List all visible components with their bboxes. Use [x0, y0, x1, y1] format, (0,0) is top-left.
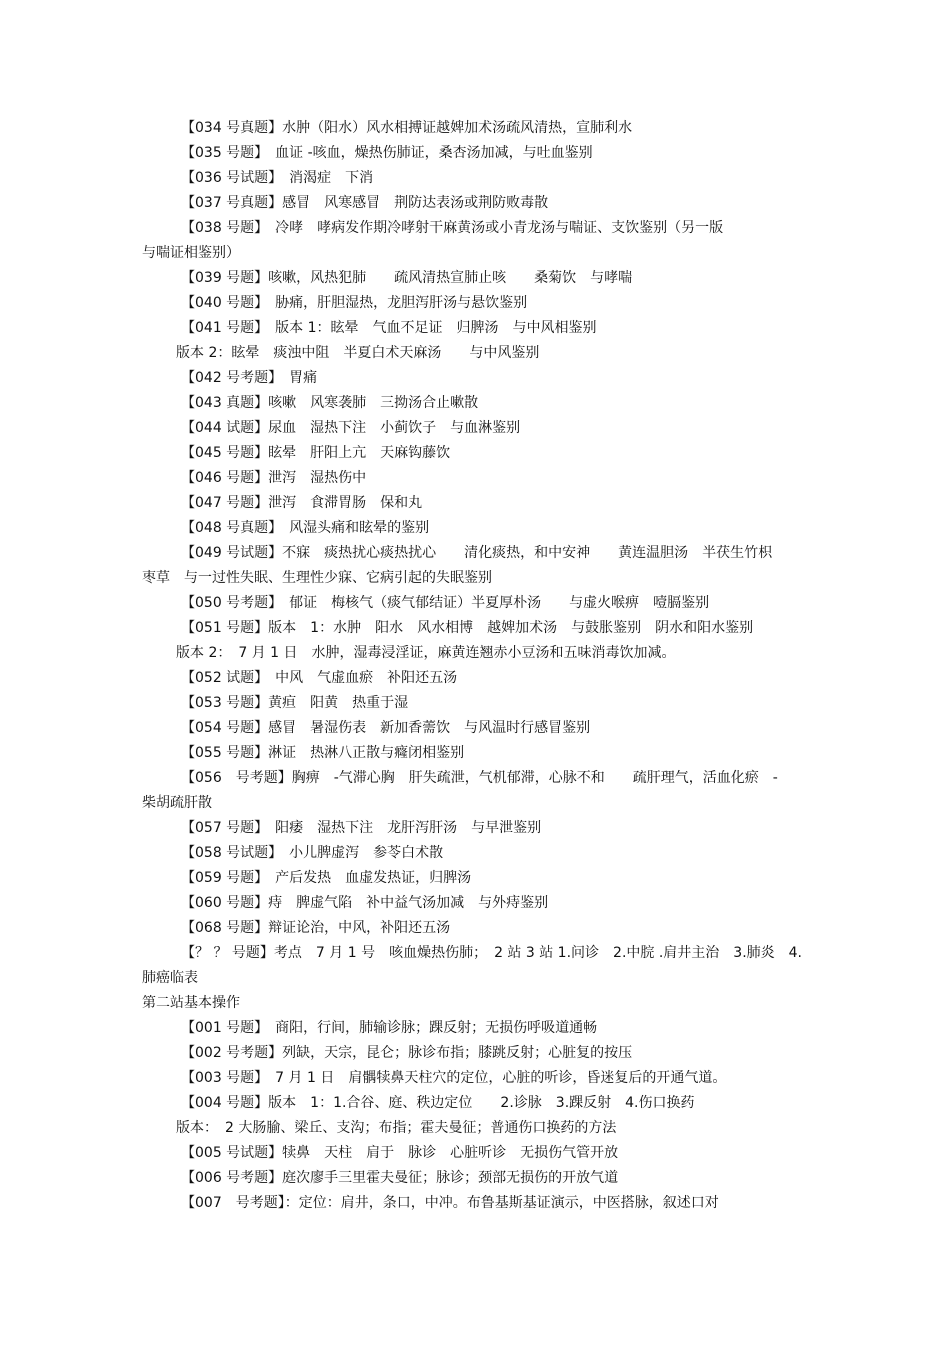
text-line: 【006 号考题】庭次廖手三里霍夫曼征；脉诊；颈部无损伤的开放气道	[181, 1170, 619, 1186]
section-heading: 第二站基本操作	[142, 995, 240, 1011]
text-line: 版本 2： 7 月 1 日 水肿，湿毒浸淫证，麻黄连翘赤小豆汤和五味消毒饮加减。	[176, 645, 676, 661]
text-line: 【041 号题】 版本 1：眩晕 气血不足证 归脾汤 与中风相鉴别	[181, 320, 597, 336]
text-line: 版本 2：眩晕 痰浊中阻 半夏白术天麻汤 与中风鉴别	[176, 345, 540, 361]
text-line: 【039 号题】咳嗽，风热犯肺 疏风清热宣肺止咳 桑菊饮 与哮喘	[181, 270, 633, 286]
text-line: 【054 号题】感冒 暑湿伤表 新加香薷饮 与风温时行感冒鉴别	[181, 720, 591, 736]
text-line: 【？ ？ 号题】考点 7 月 1 号 咳血燥热伤肺； 2 站 3 站 1.问诊 2.中脘 .肩井主治 3.肺炎 4.	[181, 945, 803, 961]
text-line: 【060 号题】痔 脾虚气陷 补中益气汤加减 与外痔鉴别	[181, 895, 549, 911]
text-line: 【034 号真题】水肿（阳水）风水相搏证越婢加术汤疏风清热，宣肺利水	[181, 120, 633, 136]
text-line: 【007 号考题】：定位：肩井，条口，中冲。布鲁基斯基证演示，中医搭脉，叙述口对	[181, 1195, 719, 1211]
text-line: 【001 号题】 商阳，行间，肺输诊脉；踝反射；无损伤呼吸道通畅	[181, 1020, 598, 1036]
text-line: 肺癌临表	[142, 970, 198, 986]
text-line: 【036 号试题】 消渴症 下消	[181, 170, 374, 186]
text-line: 枣草 与一过性失眠、生理性少寐、它病引起的失眠鉴别	[142, 570, 492, 586]
text-line: 【035 号题】 血证 -咳血，燥热伤肺证，桑杏汤加减，与吐血鉴别	[181, 145, 593, 161]
text-line: 【044 试题】尿血 湿热下注 小蓟饮子 与血淋鉴别	[181, 420, 521, 436]
text-line: 【040 号题】 胁痛，肝胆湿热，龙胆泻肝汤与悬饮鉴别	[181, 295, 528, 311]
text-line: 【042 号考题】 胃痛	[181, 370, 318, 386]
text-line: 【045 号题】眩晕 肝阳上亢 天麻钩藤饮	[181, 445, 451, 461]
text-line: 版本： 2 大肠腧、梁丘、支沟；布指；霍夫曼征；普通伤口换药的方法	[176, 1120, 617, 1136]
text-line: 【050 号考题】 郁证 梅核气（痰气郁结证）半夏厚朴汤 与虚火喉痹 噎膈鉴别	[181, 595, 710, 611]
text-line: 【038 号题】 冷哮 哮病发作期冷哮射干麻黄汤或小青龙汤与喘证、支饮鉴别（另一版	[181, 220, 724, 236]
text-line: 柴胡疏肝散	[142, 795, 212, 811]
text-line: 【037 号真题】感冒 风寒感冒 荆防达表汤或荆防败毒散	[181, 195, 549, 211]
text-line: 【047 号题】泄泻 食滞胃肠 保和丸	[181, 495, 423, 511]
text-line: 【004 号题】版本 1：1.合谷、庭、秩边定位 2.诊脉 3.踝反射 4.伤口换药	[181, 1095, 695, 1111]
text-line: 【046 号题】泄泻 湿热伤中	[181, 470, 367, 486]
text-line: 【057 号题】 阳痿 湿热下注 龙肝泻肝汤 与早泄鉴别	[181, 820, 542, 836]
text-line: 【055 号题】淋证 热淋八正散与癃闭相鉴别	[181, 745, 465, 761]
text-line: 【043 真题】咳嗽 风寒袭肺 三拗汤合止嗽散	[181, 395, 479, 411]
text-line: 【049 号试题】不寐 痰热扰心痰热扰心 清化痰热，和中安神 黄连温胆汤 半茯生竹枳	[181, 545, 773, 561]
text-line: 【058 号试题】 小儿脾虚泻 参苓白术散	[181, 845, 444, 861]
text-line: 【003 号题】 7 月 1 日 肩髃犊鼻天柱穴的定位，心脏的听诊，昏迷复后的开通气道。	[181, 1070, 727, 1086]
text-line: 【005 号试题】犊鼻 天柱 肩于 脉诊 心脏听诊 无损伤气管开放	[181, 1145, 619, 1161]
text-line: 【052 试题】 中风 气虚血瘀 补阳还五汤	[181, 670, 458, 686]
text-line: 【051 号题】版本 1：水肿 阳水 风水相博 越婢加术汤 与鼓胀鉴别 阴水和阳水鉴别	[181, 620, 754, 636]
text-line: 【056 号考题】胸痹 -气滞心胸 肝失疏泄，气机郁滞，心脉不和 疏肝理气，活血化瘀 -	[181, 770, 778, 786]
text-line: 与喘证相鉴别）	[142, 245, 240, 261]
text-line: 【059 号题】 产后发热 血虚发热证，归脾汤	[181, 870, 472, 886]
text-line: 【068 号题】辩证论治，中风，补阳还五汤	[181, 920, 451, 936]
text-line: 【048 号真题】 风湿头痛和眩晕的鉴别	[181, 520, 430, 536]
text-line: 【002 号考题】列缺，天宗，昆仑；脉诊布指；膝跳反射；心脏复的按压	[181, 1045, 633, 1061]
text-line: 【053 号题】黄疸 阳黄 热重于湿	[181, 695, 409, 711]
